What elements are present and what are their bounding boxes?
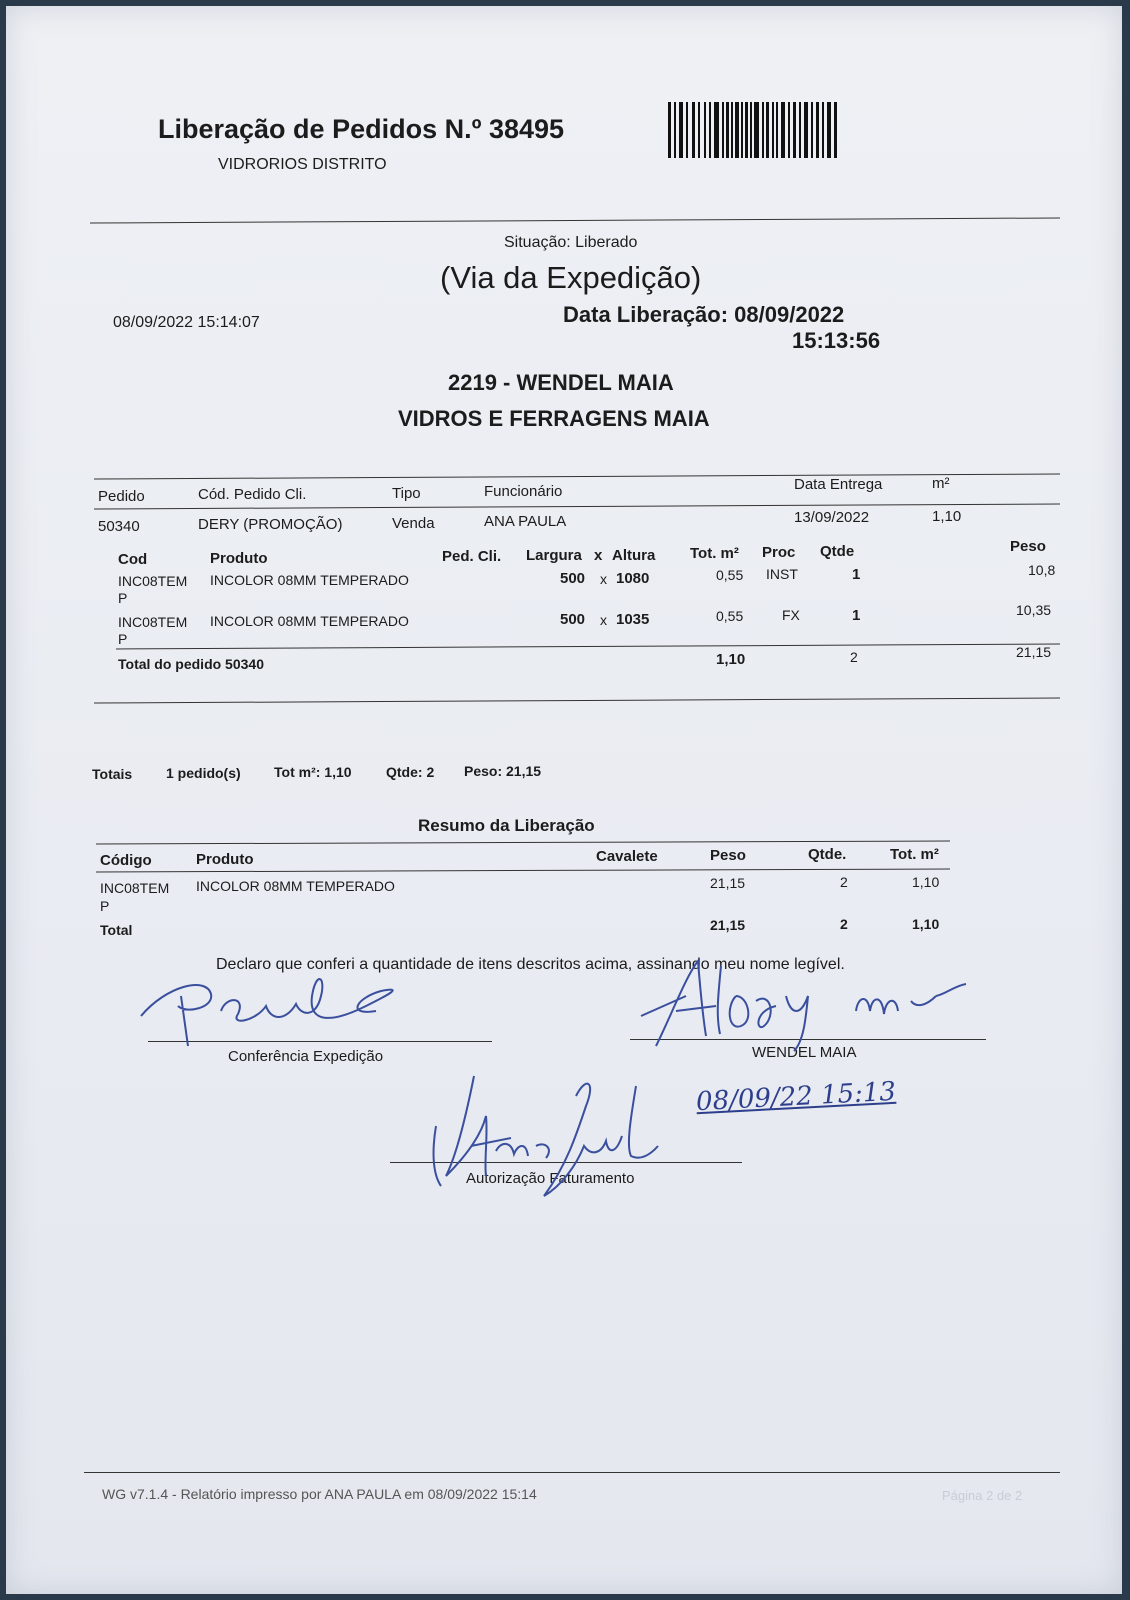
summary-tot-m2: 1,10 [912,874,940,890]
order-total-m2: 1,10 [716,651,746,668]
summary-total-qtde: 2 [840,916,848,932]
signature-label-autorizacao: Autorização Faturamento [466,1170,635,1187]
summary-col-tot-m2: Tot. m² [890,846,939,863]
order-total-qtde: 2 [850,649,858,665]
label-tipo: Tipo [392,485,421,502]
label-data-entrega: Data Entrega [794,476,883,493]
value-m2: 1,10 [932,508,962,525]
item-tot-m2: 0,55 [716,567,744,583]
col-cod: Cod [118,551,148,568]
divider [94,503,1060,509]
summary-qtde: 2 [840,874,848,890]
label-m2: m² [932,475,950,492]
summary-col-qtde: Qtde. [808,846,847,863]
summary-codigo [100,879,169,915]
item-peso: 10,35 [1016,602,1052,618]
signature-autorizacao-drawing [426,1066,686,1216]
summary-title: Resumo da Liberação [418,816,595,835]
page-number: Página 2 de 2 [942,1488,1023,1503]
summary-col-cavalete: Cavalete [596,848,658,865]
value-funcionario: ANA PAULA [484,513,567,530]
item-peso: 10,8 [1028,562,1056,578]
order-total-peso: 21,15 [1016,644,1052,660]
col-peso: Peso [1010,538,1046,555]
summary-codigo-line1: INC08TEM [100,880,170,896]
label-pedido: Pedido [98,488,145,505]
item-produto: INCOLOR 08MM TEMPERADO [210,572,409,588]
status-text: Situação: Liberado [504,234,638,251]
item-proc: FX [782,607,800,623]
col-largura: Largura [526,547,582,564]
item-largura: 500 [560,570,586,587]
summary-produto: INCOLOR 08MM TEMPERADO [196,878,395,894]
item-altura: 1035 [616,611,650,628]
label-funcionario: Funcionário [484,483,563,500]
print-datetime: 08/09/2022 15:14:07 [113,314,260,331]
signature-label-conferencia: Conferência Expedição [228,1048,384,1065]
summary-col-codigo: Código [100,852,152,869]
item-cod-line2: P [118,631,128,647]
signature-cliente-drawing [636,956,986,1056]
divider [96,841,950,845]
item-produto: INCOLOR 08MM TEMPERADO [210,613,409,629]
item-qtde: 1 [852,566,861,583]
release-date: Data Liberação: 08/09/2022 [563,302,845,327]
summary-total-peso: 21,15 [710,917,746,933]
divider [94,473,1060,479]
barcode-icon [668,102,838,158]
signature-conferencia-drawing [126,966,426,1056]
divider [84,1472,1060,1473]
col-qtde: Qtde [820,543,855,560]
col-altura: Altura [612,547,656,564]
summary-peso: 21,15 [710,875,746,891]
copy-type: (Via da Expedição) [440,260,702,295]
handwritten-date: 08/09/22 15:13 [695,1076,897,1118]
summary-codigo-line2: P [100,898,110,914]
col-produto: Produto [210,550,268,567]
value-pedido: 50340 [98,518,140,535]
company-name: VIDRORIOS DISTRITO [218,156,387,173]
summary-total-tot-m2: 1,10 [912,916,940,932]
totals-label: Totais [92,766,133,782]
col-proc: Proc [762,544,796,561]
value-cod-cli: DERY (PROMOÇÃO) [198,516,343,533]
item-tot-m2: 0,55 [716,608,744,624]
signature-label-cliente: WENDEL MAIA [752,1044,857,1061]
item-proc: INST [766,566,798,582]
value-data-entrega: 13/09/2022 [794,509,870,526]
release-time: 15:13:56 [792,328,881,353]
item-cod [118,614,187,648]
col-x: x [594,547,603,564]
order-total-label: Total do pedido 50340 [118,656,264,672]
totals-peso: Peso: 21,15 [464,763,542,779]
item-altura: 1080 [616,570,650,587]
document-page [6,6,1122,1594]
item-cod-line1: INC08TEM [118,614,188,630]
divider [90,217,1060,223]
declaration-text: Declaro que conferi a quantidade de itens descritos acima, assinando meu nome legível. [216,956,845,973]
item-qtde: 1 [852,607,861,624]
label-cod-cli: Cód. Pedido Cli. [198,486,307,503]
item-cod-line2: P [118,590,128,606]
totals-m2: Tot m²: 1,10 [274,764,352,780]
divider [116,644,1060,650]
totals-pedidos: 1 pedido(s) [166,765,241,781]
summary-total-label: Total [100,922,133,938]
item-x: x [600,571,607,587]
document-title: Liberação de Pedidos N.º 38495 [158,114,565,144]
col-tot-m2: Tot. m² [690,545,739,562]
client-company: VIDROS E FERRAGENS MAIA [398,406,710,431]
summary-col-peso: Peso [710,847,746,864]
value-tipo: Venda [392,515,435,532]
client-code-name: 2219 - WENDEL MAIA [448,370,674,395]
totals-qtde: Qtde: 2 [386,764,435,780]
divider [94,697,1060,703]
item-cod-line1: INC08TEM [118,573,188,589]
footer-text: WG v7.1.4 - Relatório impresso por ANA PAULA em 08/09/2022 15:14 [102,1486,537,1502]
item-x: x [600,612,607,628]
col-ped-cli: Ped. Cli. [442,548,502,565]
divider [96,869,950,873]
item-cod [118,573,187,607]
summary-col-produto: Produto [196,851,254,868]
item-largura: 500 [560,611,586,628]
